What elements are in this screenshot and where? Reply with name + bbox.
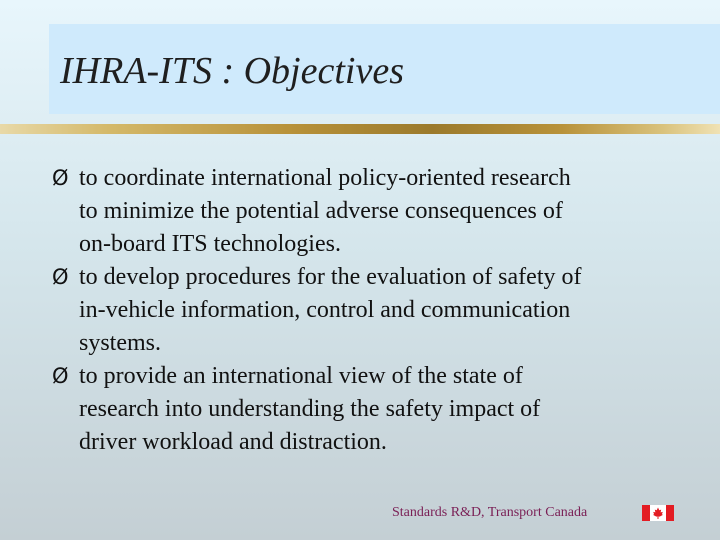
bullet-line: to minimize the potential adverse consequences of <box>79 198 563 224</box>
slide-title: IHRA-ITS : Objectives <box>60 50 404 92</box>
title-divider <box>0 124 720 134</box>
bullet-line: systems. <box>79 330 162 356</box>
bullet-line: on-board ITS technologies. <box>79 231 341 257</box>
bullet-item <box>52 261 702 360</box>
bullet-line: to develop procedures for the evaluation of safety of <box>79 264 582 290</box>
bullet-arrow-icon: Ø <box>52 166 69 190</box>
bullet-list <box>52 162 702 459</box>
bullet-item <box>52 162 702 261</box>
bullet-arrow-icon: Ø <box>52 265 69 289</box>
bullet-line: research into understanding the safety impact of <box>79 396 541 422</box>
bullet-arrow-icon: Ø <box>52 364 69 388</box>
bullet-line: to coordinate international policy-oriented research <box>79 165 571 191</box>
bullet-item <box>52 360 702 459</box>
canada-flag-icon <box>642 505 674 521</box>
bullet-line: in-vehicle information, control and communication <box>79 297 571 323</box>
bullet-line: driver workload and distraction. <box>79 429 387 455</box>
footer-credit: Standards R&D, Transport Canada <box>392 505 588 520</box>
bullet-line: to provide an international view of the state of <box>79 363 523 389</box>
